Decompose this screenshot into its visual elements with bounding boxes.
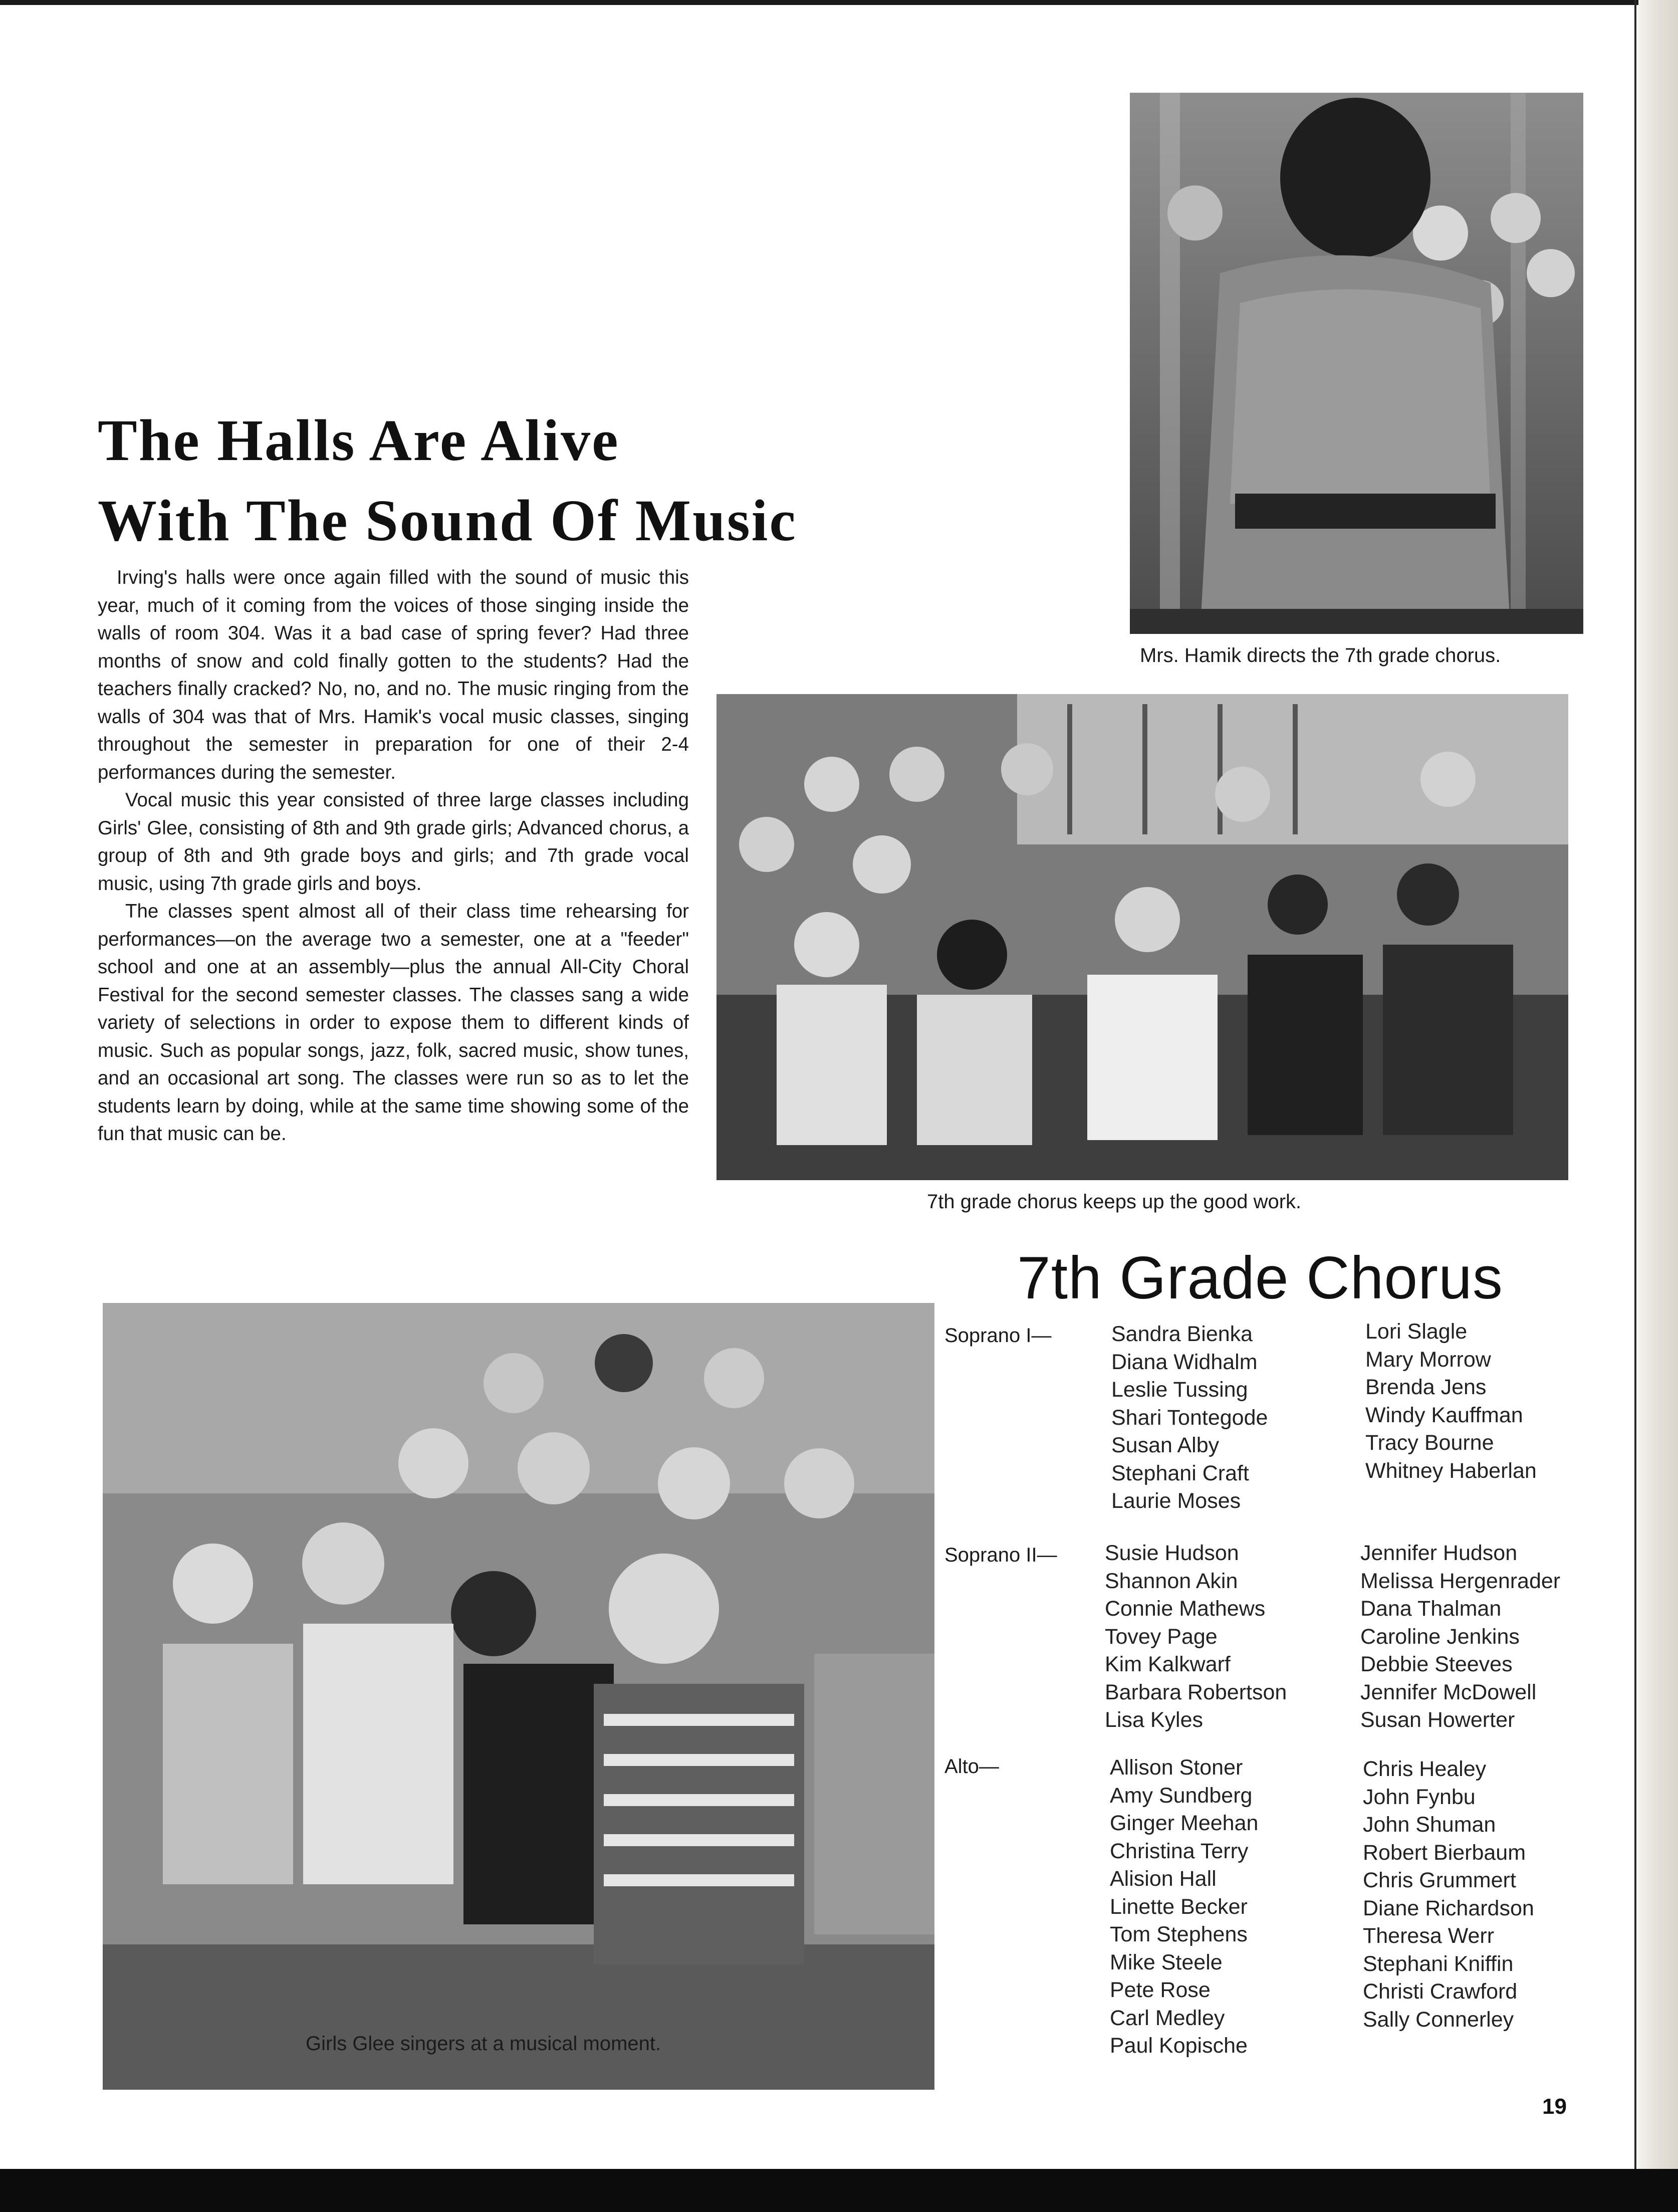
roster-name: John Shuman (1363, 1813, 1496, 1837)
roster-name: Christi Crawford (1363, 1979, 1518, 2004)
roster-name: Alision Hall (1110, 1867, 1217, 1891)
chorus-photo-caption: 7th grade chorus keeps up the good work. (927, 1191, 1302, 1213)
chorus-photo (716, 694, 1568, 1180)
roster-name: Leslie Tussing (1111, 1378, 1248, 1402)
roster-name: Lori Slagle (1365, 1319, 1468, 1344)
glee-photo (103, 1303, 934, 2090)
alto-col1 (1110, 1754, 1258, 2060)
soprano-1-col1 (1111, 1320, 1268, 1515)
roster-name: Tovey Page (1105, 1624, 1218, 1649)
roster-name: Paul Kopische (1110, 2034, 1248, 2058)
alto-label: Alto— (944, 1755, 999, 1778)
roster-name: Windy Kauffman (1365, 1403, 1523, 1427)
article-title-line2: With The Sound Of Music (98, 488, 797, 553)
roster-name: Melissa Hergenrader (1360, 1569, 1561, 1593)
roster-name: Jennifer McDowell (1360, 1680, 1537, 1704)
roster-name: Mary Morrow (1365, 1347, 1491, 1372)
director-photo-caption: Mrs. Hamik directs the 7th grade chorus. (1140, 644, 1501, 667)
page-edge (1638, 0, 1678, 2169)
top-rule (0, 0, 1678, 5)
roster-name: Tracy Bourne (1365, 1431, 1494, 1455)
soprano-2-col1 (1105, 1539, 1287, 1734)
alto-col2 (1363, 1755, 1534, 2034)
roster-name: Susan Howerter (1360, 1708, 1515, 1732)
roster-name: Sally Connerley (1363, 2007, 1514, 2032)
page-number: 19 (1542, 2094, 1567, 2119)
glee-photo-caption: Girls Glee singers at a musical moment. (306, 2033, 661, 2055)
roster-name: Whitney Haberlan (1365, 1458, 1537, 1483)
bottom-bar (0, 2169, 1678, 2212)
roster-name: Debbie Steeves (1360, 1652, 1513, 1676)
roster-name: Amy Sundberg (1110, 1783, 1253, 1808)
roster-name: John Fynbu (1363, 1785, 1476, 1809)
page-edge-line (1634, 0, 1636, 2169)
soprano-1-label: Soprano I— (944, 1324, 1052, 1347)
roster-name: Susie Hudson (1105, 1541, 1239, 1565)
roster-name: Shari Tontegode (1111, 1405, 1268, 1430)
soprano-2-label: Soprano II— (944, 1544, 1057, 1566)
article-body (98, 564, 689, 1148)
roster-name: Susan Alby (1111, 1433, 1220, 1457)
roster-name: Carl Medley (1110, 2006, 1225, 2030)
soprano-1-col2 (1365, 1318, 1537, 1485)
roster-name: Mike Steele (1110, 1950, 1223, 1974)
soprano-2-col2 (1360, 1539, 1560, 1734)
roster-name: Pete Rose (1110, 1978, 1211, 2002)
roster-name: Chris Healey (1363, 1757, 1487, 1781)
paragraph-3: The classes spent almost all of their class time rehearsing for performances—on the average two a semester, one at a "feeder" school and one at an assembly—plus the annual All-City Choral Festival for the second semester classes. The classes sang a wide variety of selections in order to expose them to different kinds of music. Such as popular songs, jazz, folk, sacred music, show tunes, and an occasional art song. The classes were run so as to let the students learn by doing, while at the same time showing some of the fun that music can be. (98, 901, 689, 1145)
roster-name: Christina Terry (1110, 1839, 1249, 1863)
roster-name: Caroline Jenkins (1360, 1624, 1520, 1649)
roster-name: Chris Grummert (1363, 1868, 1516, 1892)
roster-name: Shannon Akin (1105, 1569, 1238, 1593)
roster-name: Laurie Moses (1111, 1489, 1241, 1513)
roster-name: Robert Bierbaum (1363, 1840, 1526, 1865)
paragraph-2: Vocal music this year consisted of three large classes including Girls' Glee, consisting of 8th and 9th grade girls; Advanced chorus, a group of 8th and 9th grade boys and girls; and 7th grade vocal music, using 7th grade girls and boys. (98, 789, 689, 895)
roster-name: Stephani Kniffin (1363, 1951, 1514, 1976)
paragraph-1: Irving's halls were once again filled with the sound of music this year, much of it coming from the voices of those singing inside the walls of room 304. Was it a bad case of spring fever? Had three months of snow and cold finally gotten to the students? Had the teachers finally cracked? No, no, and no. The music ringing from the walls of 304 was that of Mrs. Hamik's vocal music classes, singing throughout the semester in preparation for one of their 2-4 performances during the semester. (98, 567, 689, 783)
roster-name: Dana Thalman (1360, 1597, 1502, 1621)
roster-name: Sandra Bienka (1111, 1322, 1253, 1346)
roster-name: Linette Becker (1110, 1894, 1248, 1919)
roster-name: Theresa Werr (1363, 1924, 1495, 1948)
roster-name: Lisa Kyles (1105, 1708, 1203, 1732)
article-title-line1: The Halls Are Alive (98, 407, 620, 473)
roster-title: 7th Grade Chorus (1017, 1244, 1503, 1311)
roster-name: Diana Widhalm (1111, 1350, 1258, 1374)
roster-name: Kim Kalkwarf (1105, 1652, 1231, 1676)
roster-name: Connie Mathews (1105, 1597, 1266, 1621)
roster-name: Stephani Craft (1111, 1461, 1249, 1485)
roster-name: Brenda Jens (1365, 1375, 1487, 1399)
roster-name: Jennifer Hudson (1360, 1541, 1518, 1565)
roster-name: Tom Stephens (1110, 1922, 1248, 1946)
director-photo (1130, 93, 1583, 634)
roster-name: Barbara Robertson (1105, 1680, 1287, 1704)
roster-name: Ginger Meehan (1110, 1811, 1259, 1835)
roster-name: Diane Richardson (1363, 1896, 1534, 1920)
roster-name: Allison Stoner (1110, 1755, 1243, 1780)
